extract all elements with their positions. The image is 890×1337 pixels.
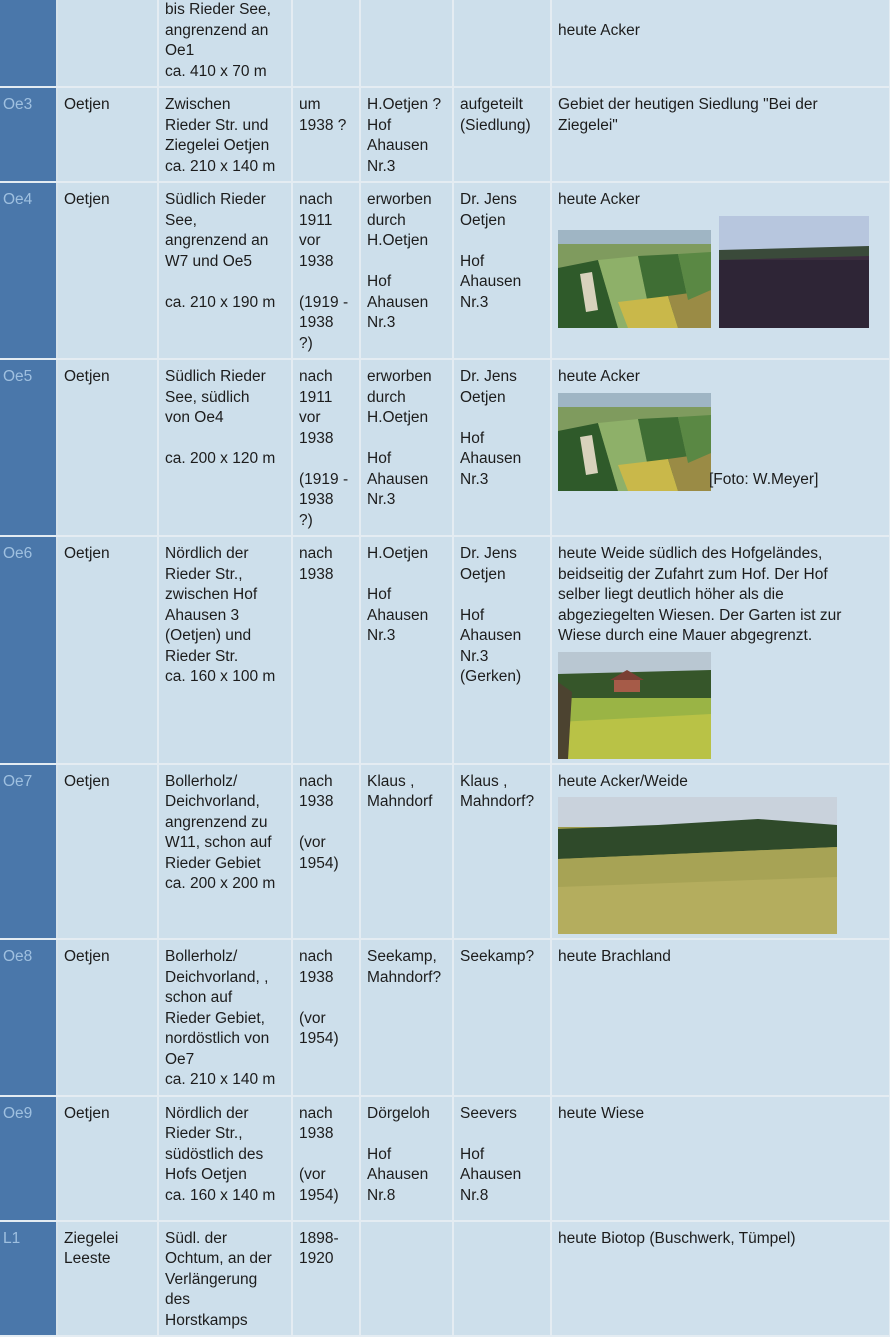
text-line: nach xyxy=(299,772,333,790)
text-line: nach xyxy=(299,368,333,385)
description-cell xyxy=(158,536,292,764)
text-line: ca. 160 x 100 m xyxy=(165,668,276,685)
text-line: Hof xyxy=(460,606,485,624)
text-line: nach xyxy=(299,948,333,965)
text-line: aufgeteilt xyxy=(460,96,523,113)
description-cell xyxy=(158,87,292,182)
row-id: Oe5 xyxy=(0,359,57,536)
text-line: Hof xyxy=(367,586,392,603)
remark-cell xyxy=(551,359,890,536)
text-line: erworben xyxy=(367,368,432,385)
text-line: vor xyxy=(299,409,321,426)
owner-now-cell xyxy=(453,764,551,940)
table-row xyxy=(0,764,890,940)
owner-then-cell xyxy=(360,87,453,182)
place-cell xyxy=(57,359,158,536)
text-line: Oetjen xyxy=(64,96,110,113)
remark-cell xyxy=(551,939,890,1096)
time-cell xyxy=(292,1221,360,1337)
text-line: Ahausen xyxy=(460,273,522,290)
place-cell xyxy=(57,1096,158,1221)
text-line: Leeste xyxy=(64,1250,111,1267)
text-line: Hof xyxy=(367,450,392,467)
time-cell xyxy=(292,0,360,87)
text-line: nordöstlich von xyxy=(165,1030,270,1047)
row-id: Oe9 xyxy=(0,1096,57,1221)
text-line: Bollerholz/ xyxy=(165,948,238,965)
text-line: Oetjen xyxy=(64,772,110,790)
remark-text xyxy=(558,544,884,647)
table-row xyxy=(0,939,890,1096)
text-line: Mahndorf? xyxy=(367,968,442,986)
table-row xyxy=(0,1221,890,1337)
text-line: H.Oetjen xyxy=(367,409,429,426)
text-line xyxy=(299,1145,354,1166)
text-line: Mahndorf xyxy=(367,793,433,810)
text-line: Oetjen xyxy=(64,1104,110,1122)
owner-now-cell xyxy=(453,1221,551,1337)
text-line: Rieder Gebiet xyxy=(165,854,261,872)
text-line: Nr.8 xyxy=(460,1186,489,1204)
row-id: Oe4 xyxy=(0,182,57,359)
text-line: Südlich Rieder xyxy=(165,191,266,208)
text-line: Klaus , xyxy=(460,772,508,790)
place-cell xyxy=(57,764,158,940)
text-line: 1911 xyxy=(299,388,333,406)
text-line: Dörgeloh xyxy=(367,1104,430,1122)
text-line xyxy=(367,429,447,450)
text-line xyxy=(367,565,447,586)
text-line: ca. 210 x 140 m xyxy=(165,1071,276,1088)
text-line: Dr. Jens xyxy=(460,368,517,385)
text-line: heute Biotop (Buschwerk, Tümpel) xyxy=(558,1229,796,1247)
text-line: Südl. der xyxy=(165,1229,228,1247)
text-line: nach xyxy=(299,545,333,562)
text-line: Rieder Str., xyxy=(165,565,243,583)
text-line xyxy=(460,585,545,606)
owner-then-cell xyxy=(360,939,453,1096)
text-line: 1938 xyxy=(299,491,334,508)
text-line: Südlich Rieder xyxy=(165,368,266,385)
text-line: Deichvorland, xyxy=(165,793,260,810)
owner-then-cell xyxy=(360,359,453,536)
description-cell xyxy=(158,359,292,536)
text-line xyxy=(299,813,354,834)
text-line xyxy=(460,1124,545,1145)
text-line: Ahausen xyxy=(460,1166,522,1183)
text-line: Hof xyxy=(367,116,392,134)
field-photo xyxy=(558,797,837,934)
text-line: Nr.3 xyxy=(367,627,396,644)
time-cell xyxy=(292,1096,360,1221)
text-line: ?) xyxy=(299,511,313,529)
text-line: 1938 ? xyxy=(299,116,347,134)
text-line: 1898- xyxy=(299,1229,339,1247)
meadow-farm-photo xyxy=(558,652,711,759)
description-cell xyxy=(158,939,292,1096)
text-line: Oe7 xyxy=(165,1050,195,1068)
text-line xyxy=(299,449,354,470)
text-line: Verlängerung xyxy=(165,1270,258,1288)
text-line: Oetjen xyxy=(460,388,506,406)
text-line: heute Weide südlich des Hofgeländes, xyxy=(558,545,823,562)
text-line: heute Wiese xyxy=(558,1104,645,1122)
owner-now-cell xyxy=(453,359,551,536)
text-line xyxy=(165,429,286,450)
text-line: bis Rieder See, xyxy=(165,1,271,18)
text-line: Ziegelei xyxy=(64,1229,119,1247)
row-id: Oe6 xyxy=(0,536,57,764)
owner-now-cell xyxy=(453,182,551,359)
text-line: Gebiet der heutigen Siedlung "Bei der xyxy=(558,96,818,113)
text-line: 1938 xyxy=(299,1125,334,1142)
table-row xyxy=(0,87,890,182)
text-line: 1920 xyxy=(299,1250,334,1267)
text-line: Ochtum, an der xyxy=(165,1250,272,1267)
text-line: durch xyxy=(367,388,406,406)
row-id: Oe7 xyxy=(0,764,57,940)
text-line: Rieder Gebiet, xyxy=(165,1009,265,1027)
owner-then-cell xyxy=(360,1096,453,1221)
remark-cell xyxy=(551,0,890,87)
remark-cell xyxy=(551,1096,890,1221)
text-line xyxy=(367,252,447,273)
text-line: Oetjen xyxy=(460,211,506,229)
time-cell xyxy=(292,536,360,764)
text-line: beidseitig der Zufahrt zum Hof. Der Hof xyxy=(558,565,828,583)
time-cell xyxy=(292,764,360,940)
text-line: Ahausen xyxy=(367,137,429,154)
table-row xyxy=(0,359,890,536)
place-cell xyxy=(57,536,158,764)
text-line: See, südlich xyxy=(165,388,250,406)
text-line: angrenzend an xyxy=(165,21,269,39)
text-line: ca. 210 x 140 m xyxy=(165,157,276,175)
text-line: Rieder Str. und xyxy=(165,116,269,134)
text-line: W7 und Oe5 xyxy=(165,252,253,270)
text-line: Hof xyxy=(367,1145,392,1163)
text-line: Ahausen 3 xyxy=(165,606,240,624)
text-line: Nr.3 xyxy=(367,157,396,175)
description-cell xyxy=(158,1096,292,1221)
text-line: 1938 xyxy=(299,793,334,810)
text-line: ?) xyxy=(299,334,313,352)
text-line: H.Oetjen xyxy=(367,232,429,249)
text-line: Nördlich der xyxy=(165,1104,249,1122)
remark-text: heute Acker xyxy=(558,191,640,208)
table-row xyxy=(0,182,890,359)
text-line: Ahausen xyxy=(367,606,429,624)
remark-cell xyxy=(551,764,890,940)
text-line: Dr. Jens xyxy=(460,545,517,562)
text-line: Zwischen xyxy=(165,96,231,113)
text-line: Nr.8 xyxy=(367,1186,396,1204)
text-line: (vor xyxy=(299,1166,326,1183)
text-line: nach xyxy=(299,1104,333,1122)
time-cell xyxy=(292,182,360,359)
text-line: H.Oetjen xyxy=(367,545,429,562)
text-line: Seekamp, xyxy=(367,948,437,965)
owner-then-cell xyxy=(360,536,453,764)
text-line: ca. 410 x 70 m xyxy=(165,62,267,80)
text-line: Ziegelei Oetjen xyxy=(165,137,270,154)
remark-cell xyxy=(551,182,890,359)
text-line: 1954) xyxy=(299,1030,339,1047)
text-line: Seekamp? xyxy=(460,948,535,965)
text-line xyxy=(460,408,545,429)
text-line: ca. 210 x 190 m xyxy=(165,293,276,311)
text-line: des xyxy=(165,1291,190,1308)
text-line xyxy=(558,0,884,21)
owner-now-cell xyxy=(453,1096,551,1221)
text-line: Horstkamps xyxy=(165,1311,248,1329)
text-line: heute Acker xyxy=(558,21,640,39)
text-line: Hofs Oetjen xyxy=(165,1166,247,1183)
text-line: Nr.3 xyxy=(460,647,489,665)
text-line: Hof xyxy=(460,252,485,270)
text-line: (Siedlung) xyxy=(460,116,531,134)
text-line: 1954) xyxy=(299,854,339,872)
text-line: heute Brachland xyxy=(558,948,671,965)
text-line: Hof xyxy=(460,429,485,447)
text-line: Klaus , xyxy=(367,772,415,790)
text-line: Ziegelei" xyxy=(558,116,618,134)
text-line: ca. 200 x 200 m xyxy=(165,875,276,892)
text-line: Oetjen xyxy=(64,368,110,385)
owner-then-cell xyxy=(360,764,453,940)
text-line: zwischen Hof xyxy=(165,586,258,603)
text-line: 1938 xyxy=(299,429,334,447)
owner-now-cell xyxy=(453,536,551,764)
text-line: 1938 xyxy=(299,565,334,583)
remark-text: heute Acker xyxy=(558,368,640,385)
row-id: Oe8 xyxy=(0,939,57,1096)
remark-cell xyxy=(551,1221,890,1337)
place-cell xyxy=(57,1221,158,1337)
text-line: (Oetjen) und xyxy=(165,627,252,644)
text-line: Dr. Jens xyxy=(460,191,517,208)
owner-then-cell xyxy=(360,1221,453,1337)
place-cell xyxy=(57,182,158,359)
text-line: Nr.3 xyxy=(460,293,489,311)
text-line: Nr.3 xyxy=(460,470,489,488)
text-line: Ahausen xyxy=(460,627,522,644)
text-line: erworben xyxy=(367,191,432,208)
text-line: Nr.3 xyxy=(367,314,396,331)
text-line: Deichvorland, , xyxy=(165,968,269,986)
owner-now-cell xyxy=(453,939,551,1096)
text-line: Oe1 xyxy=(165,42,195,59)
field-photo xyxy=(719,216,869,328)
description-cell xyxy=(158,182,292,359)
text-line: (vor xyxy=(299,1009,326,1027)
text-line: Nördlich der xyxy=(165,545,249,562)
place-cell xyxy=(57,87,158,182)
table-row xyxy=(0,1096,890,1221)
text-line: angrenzend an xyxy=(165,232,269,249)
place-cell xyxy=(57,0,158,87)
aerial-field-photo xyxy=(558,230,711,328)
owner-now-cell xyxy=(453,0,551,87)
text-line: W11, schon auf xyxy=(165,834,272,851)
text-line xyxy=(299,272,354,293)
text-line: südöstlich des xyxy=(165,1145,264,1163)
text-line: (Gerken) xyxy=(460,668,522,685)
text-line: Nr.3 xyxy=(367,491,396,508)
table-row xyxy=(0,536,890,764)
text-line: H.Oetjen ? xyxy=(367,96,442,113)
text-line: Seevers xyxy=(460,1104,517,1122)
table-row xyxy=(0,0,890,87)
text-line: 1938 xyxy=(299,252,334,270)
row-id: L1 xyxy=(0,1221,57,1337)
text-line: Hof xyxy=(460,1145,485,1163)
time-cell xyxy=(292,87,360,182)
text-line: Ahausen xyxy=(367,293,429,311)
text-line: vor xyxy=(299,232,321,249)
text-line: Ahausen xyxy=(367,470,429,488)
text-line: selber liegt deutlich höher als die xyxy=(558,586,784,603)
text-line: von Oe4 xyxy=(165,409,224,426)
text-line: ca. 200 x 120 m xyxy=(165,450,276,467)
aerial-field-photo xyxy=(558,393,711,491)
text-line: ca. 160 x 140 m xyxy=(165,1186,276,1204)
row-id xyxy=(0,0,57,87)
text-line: (vor xyxy=(299,834,326,851)
text-line xyxy=(165,272,286,293)
text-line: 1911 xyxy=(299,211,333,229)
time-cell xyxy=(292,359,360,536)
text-line: Rieder Str., xyxy=(165,1125,243,1142)
owner-then-cell xyxy=(360,0,453,87)
text-line xyxy=(460,231,545,252)
text-line: Wiese durch eine Mauer abgegrenzt. xyxy=(558,627,813,644)
text-line: 1938 xyxy=(299,968,334,986)
owner-now-cell xyxy=(453,87,551,182)
text-line: Mahndorf? xyxy=(460,793,535,810)
photo-credit: [Foto: W.Meyer] xyxy=(709,471,819,488)
text-line: Oetjen xyxy=(64,948,110,965)
text-line: angrenzend zu xyxy=(165,813,268,831)
text-line: Rieder Str. xyxy=(165,647,239,665)
remark-cell xyxy=(551,87,890,182)
text-line: (1919 - xyxy=(299,293,349,311)
text-line: (1919 - xyxy=(299,470,349,488)
description-cell xyxy=(158,1221,292,1337)
text-line: Oetjen xyxy=(64,545,110,562)
text-line: schon auf xyxy=(165,989,233,1006)
text-line: Oetjen xyxy=(460,565,506,583)
place-cell xyxy=(57,939,158,1096)
remark-text: heute Acker/Weide xyxy=(558,772,688,790)
text-line: abgeziegelten Wiesen. Der Garten ist zur xyxy=(558,606,842,624)
text-line: Ahausen xyxy=(367,1166,429,1183)
text-line: Oetjen xyxy=(64,191,110,208)
text-line: nach xyxy=(299,191,333,208)
text-line: 1954) xyxy=(299,1186,339,1204)
description-cell xyxy=(158,764,292,940)
text-line: durch xyxy=(367,211,406,229)
text-line: Bollerholz/ xyxy=(165,772,238,790)
time-cell xyxy=(292,939,360,1096)
text-line: 1938 xyxy=(299,314,334,331)
row-id: Oe3 xyxy=(0,87,57,182)
text-line: See, xyxy=(165,211,197,229)
text-line xyxy=(299,988,354,1009)
remark-cell xyxy=(551,536,890,764)
text-line: um xyxy=(299,96,321,113)
description-cell xyxy=(158,0,292,87)
text-line xyxy=(367,1124,447,1145)
text-line: Ahausen xyxy=(460,450,522,467)
owner-then-cell xyxy=(360,182,453,359)
text-line: Hof xyxy=(367,273,392,290)
